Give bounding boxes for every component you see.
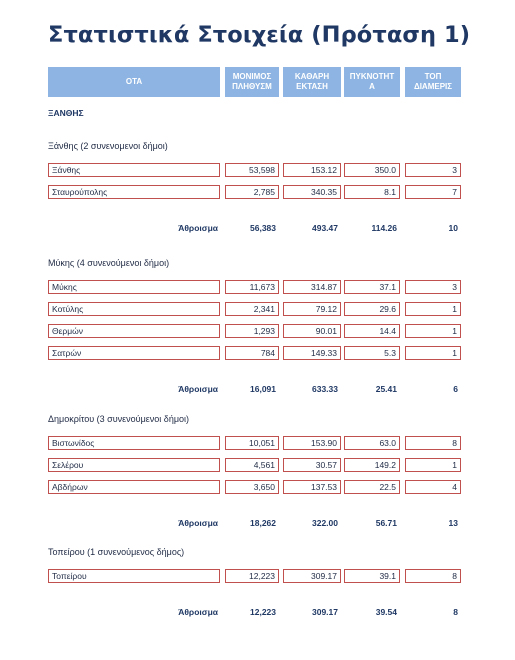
total-label: Άθροισμα bbox=[178, 518, 218, 528]
total-density: 114.26 bbox=[371, 223, 397, 233]
municipality-name-cell[interactable]: Κοτύλης bbox=[48, 302, 220, 316]
municipality-name-cell[interactable]: Βιστωνίδος bbox=[48, 436, 220, 450]
total-area: 633.33 bbox=[312, 384, 338, 394]
districts-cell[interactable]: 1 bbox=[405, 346, 461, 360]
municipality-name-cell[interactable]: Ξάνθης bbox=[48, 163, 220, 177]
total-label: Άθροισμα bbox=[178, 223, 218, 233]
total-area: 322.00 bbox=[312, 518, 338, 528]
header-density-line1: ΠΥΚΝΟΤΗΤ bbox=[349, 72, 395, 81]
density-cell[interactable]: 5.3 bbox=[344, 346, 400, 360]
municipality-name-cell[interactable]: Σελέρου bbox=[48, 458, 220, 472]
population-cell[interactable]: 11,673 bbox=[225, 280, 279, 294]
group-label: Ξάνθης (2 συνενομενοι δήμοι) bbox=[48, 141, 168, 151]
total-area: 309.17 bbox=[312, 607, 338, 617]
area-cell[interactable]: 79.12 bbox=[283, 302, 341, 316]
header-density bbox=[344, 67, 400, 97]
group-label: Τοπείρου (1 συνενούμενος δήμος) bbox=[48, 547, 185, 557]
municipality-name-cell[interactable]: Αβδήρων bbox=[48, 480, 220, 494]
density-cell[interactable]: 8.1 bbox=[344, 185, 400, 199]
density-cell[interactable]: 14.4 bbox=[344, 324, 400, 338]
density-cell[interactable]: 149.2 bbox=[344, 458, 400, 472]
total-population: 12,223 bbox=[250, 607, 276, 617]
total-districts: 10 bbox=[448, 223, 458, 233]
total-districts: 6 bbox=[453, 384, 458, 394]
total-label: Άθροισμα bbox=[178, 384, 218, 394]
total-districts: 8 bbox=[453, 607, 458, 617]
header-districts bbox=[405, 67, 461, 97]
group-label: Μύκης (4 συνενούμενοι δήμοι) bbox=[48, 258, 170, 268]
density-cell[interactable]: 350.0 bbox=[344, 163, 400, 177]
population-cell[interactable]: 10,051 bbox=[225, 436, 279, 450]
area-cell[interactable]: 137.53 bbox=[283, 480, 341, 494]
county-heading: ΞΑΝΘΗΣ bbox=[48, 108, 84, 118]
page-title: Στατιστικά Στοιχεία (Πρόταση 1) bbox=[48, 22, 471, 48]
districts-cell[interactable]: 4 bbox=[405, 480, 461, 494]
area-cell[interactable]: 149.33 bbox=[283, 346, 341, 360]
population-cell[interactable]: 2,785 bbox=[225, 185, 279, 199]
districts-cell[interactable]: 8 bbox=[405, 569, 461, 583]
population-cell[interactable]: 784 bbox=[225, 346, 279, 360]
municipality-name-cell[interactable]: Τοπείρου bbox=[48, 569, 220, 583]
total-density: 39.54 bbox=[375, 607, 397, 617]
districts-cell[interactable]: 1 bbox=[405, 324, 461, 338]
header-ota bbox=[48, 67, 220, 97]
area-cell[interactable]: 90.01 bbox=[283, 324, 341, 338]
area-cell[interactable]: 153.12 bbox=[283, 163, 341, 177]
header-density-line2: Α bbox=[369, 82, 375, 91]
density-cell[interactable]: 29.6 bbox=[344, 302, 400, 316]
districts-cell[interactable]: 8 bbox=[405, 436, 461, 450]
density-cell[interactable]: 37.1 bbox=[344, 280, 400, 294]
total-population: 56,383 bbox=[250, 223, 276, 233]
population-cell[interactable]: 53,598 bbox=[225, 163, 279, 177]
municipality-name-cell[interactable]: Σταυρούπολης bbox=[48, 185, 220, 199]
header-population-line2: ΠΛΗΘΥΣΜ bbox=[232, 82, 272, 91]
districts-cell[interactable]: 1 bbox=[405, 458, 461, 472]
area-cell[interactable]: 314.87 bbox=[283, 280, 341, 294]
area-cell[interactable]: 30.57 bbox=[283, 458, 341, 472]
area-cell[interactable]: 309.17 bbox=[283, 569, 341, 583]
group-label: Δημοκρίτου (3 συνενούμενοι δήμοι) bbox=[48, 414, 190, 424]
districts-cell[interactable]: 1 bbox=[405, 302, 461, 316]
total-area: 493.47 bbox=[312, 223, 338, 233]
population-cell[interactable]: 4,561 bbox=[225, 458, 279, 472]
density-cell[interactable]: 39.1 bbox=[344, 569, 400, 583]
header-ota-label: ΟΤΑ bbox=[125, 77, 143, 86]
area-cell[interactable]: 340.35 bbox=[283, 185, 341, 199]
header-area-line2: ΕΚΤΑΣΗ bbox=[296, 82, 328, 91]
total-districts: 13 bbox=[448, 518, 458, 528]
population-cell[interactable]: 2,341 bbox=[225, 302, 279, 316]
total-population: 18,262 bbox=[250, 518, 276, 528]
total-label: Άθροισμα bbox=[178, 607, 218, 617]
population-cell[interactable]: 3,650 bbox=[225, 480, 279, 494]
density-cell[interactable]: 22.5 bbox=[344, 480, 400, 494]
districts-cell[interactable]: 7 bbox=[405, 185, 461, 199]
population-cell[interactable]: 1,293 bbox=[225, 324, 279, 338]
header-districts-line2: ΔΙΑΜΕΡΙΣ bbox=[413, 82, 453, 91]
municipality-name-cell[interactable]: Σατρών bbox=[48, 346, 220, 360]
municipality-name-cell[interactable]: Θερμών bbox=[48, 324, 220, 338]
population-cell[interactable]: 12,223 bbox=[225, 569, 279, 583]
total-density: 25.41 bbox=[375, 384, 397, 394]
total-density: 56.71 bbox=[375, 518, 397, 528]
districts-cell[interactable]: 3 bbox=[405, 163, 461, 177]
districts-cell[interactable]: 3 bbox=[405, 280, 461, 294]
header-population-line1: ΜΟΝΙΜΟΣ bbox=[232, 72, 272, 81]
header-districts-line1: ΤΟΠ bbox=[424, 72, 442, 81]
header-population bbox=[225, 67, 279, 97]
area-cell[interactable]: 153.90 bbox=[283, 436, 341, 450]
header-area-line1: ΚΑΘΑΡΗ bbox=[294, 72, 330, 81]
header-area bbox=[283, 67, 341, 97]
density-cell[interactable]: 63.0 bbox=[344, 436, 400, 450]
total-population: 16,091 bbox=[250, 384, 276, 394]
municipality-name-cell[interactable]: Μύκης bbox=[48, 280, 220, 294]
